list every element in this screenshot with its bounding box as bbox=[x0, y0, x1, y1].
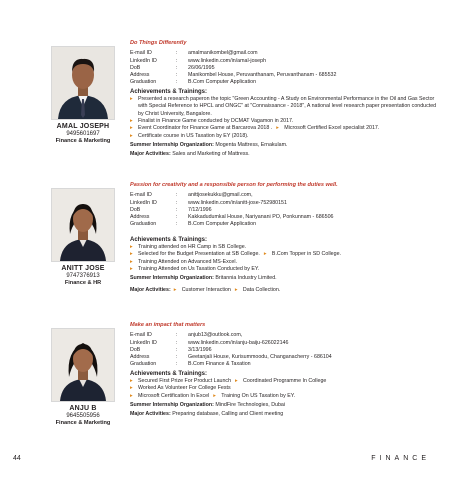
separator: : bbox=[176, 206, 178, 213]
dob-label: DoB bbox=[130, 346, 141, 353]
email-row bbox=[130, 192, 440, 199]
separator: : bbox=[176, 346, 178, 353]
profile-details bbox=[130, 40, 440, 158]
dob-value: 7/12/1996 bbox=[188, 206, 212, 213]
separator: : bbox=[176, 221, 178, 228]
major-activities-label: Major Activities: bbox=[130, 286, 171, 293]
phone-number: 9645505956 bbox=[66, 413, 100, 419]
achievement-item: ▸ B.Com Topper in SD College. bbox=[263, 251, 341, 258]
internship-value: Mogenta Mattress, Ernakulam. bbox=[215, 141, 288, 148]
address-value: Manikombel House, Peruvanthanam, Peruvanthanam - 685532 bbox=[188, 72, 337, 79]
department: Finance & HR bbox=[64, 280, 102, 286]
graduation-value: B.Com Computer Application bbox=[188, 79, 257, 86]
achievement-item: ▸ Training Attended on Advanced MS-Excel. bbox=[130, 258, 238, 265]
linkedin-row bbox=[130, 58, 440, 65]
linkedin-value: www.linkedin.com/in/amal-joseph bbox=[188, 57, 267, 64]
arrow-bullet-icon: ▸ bbox=[213, 392, 216, 399]
major-activities-label: Major Activities: bbox=[130, 151, 171, 158]
internship-value: Britannia Industry Limited. bbox=[215, 275, 277, 282]
profile-details bbox=[130, 322, 440, 419]
arrow-bullet-icon: ▸ bbox=[130, 132, 133, 139]
internship-line bbox=[130, 275, 440, 282]
profile-photo bbox=[51, 188, 115, 262]
tagline: Do Things Differently bbox=[130, 40, 187, 46]
phone-number: 9747376913 bbox=[66, 273, 100, 279]
separator: : bbox=[176, 79, 178, 86]
separator: : bbox=[176, 339, 178, 346]
email-row bbox=[130, 50, 440, 57]
graduation-value: B.Com Finance & Taxation bbox=[188, 361, 251, 368]
arrow-bullet-icon: ▸ bbox=[130, 385, 133, 392]
separator: : bbox=[176, 57, 178, 64]
linkedin-label: LinkedIn ID bbox=[130, 199, 157, 206]
student-name: ANITT JOSE bbox=[61, 265, 105, 272]
arrow-bullet-icon: ▸ bbox=[130, 378, 133, 385]
arrow-bullet-icon: ▸ bbox=[130, 117, 133, 124]
email-value: anjub13@outlook.com, bbox=[188, 332, 243, 339]
profile-identity bbox=[48, 46, 118, 145]
arrow-bullet-icon: ▸ bbox=[235, 378, 238, 385]
internship-line bbox=[130, 142, 440, 149]
major-activities-line bbox=[130, 151, 440, 158]
achievements-heading: Achievements & Trainings: bbox=[130, 370, 208, 377]
email-label: E-mail ID bbox=[130, 192, 152, 199]
arrow-bullet-icon: ▸ bbox=[130, 125, 133, 132]
email-label: E-mail ID bbox=[130, 50, 152, 57]
arrow-bullet-icon: ▸ bbox=[234, 286, 238, 293]
section-name: FINANCE bbox=[371, 455, 430, 462]
major-activities-value: Preparing database, Calling and Client meeting bbox=[172, 411, 284, 418]
internship-label: Summer Internship Organization: bbox=[130, 141, 214, 148]
separator: : bbox=[176, 192, 178, 199]
achievement-item: ▸ Worked As Volunteer For College Fests bbox=[130, 385, 231, 392]
separator: : bbox=[176, 72, 178, 79]
address-row bbox=[130, 214, 440, 221]
achievement-row bbox=[130, 125, 440, 132]
major-activities-label: Major Activities: bbox=[130, 411, 171, 418]
student-name: AMAL JOSEPH bbox=[56, 123, 110, 130]
internship-label: Summer Internship Organization: bbox=[130, 275, 214, 282]
separator: : bbox=[176, 361, 178, 368]
arrow-bullet-icon: ▸ bbox=[130, 392, 133, 399]
achievement-item: ▸ Selected for the Budget Presentation at SB College. bbox=[130, 251, 260, 258]
phone-number: 9495601697 bbox=[66, 131, 100, 137]
major-activities-line bbox=[130, 287, 440, 294]
page-number: 44 bbox=[13, 455, 21, 462]
achievement-item: ▸ Training attended on HR Camp in SB College. bbox=[130, 244, 247, 251]
graduation-value: B.Com Computer Application bbox=[188, 221, 257, 228]
graduation-label: Graduation bbox=[130, 79, 157, 86]
major-activity-item: ▸ Data Collection. bbox=[234, 286, 281, 293]
internship-line bbox=[130, 402, 440, 409]
arrow-bullet-icon: ▸ bbox=[173, 286, 177, 293]
arrow-bullet-icon: ▸ bbox=[276, 125, 279, 132]
tagline: Passion for creativity and a responsible person for performing the duties well. bbox=[130, 182, 338, 188]
achievements-heading: Achievements & Trainings: bbox=[130, 236, 208, 243]
profile-photo bbox=[51, 46, 115, 120]
achievements-heading: Achievements & Trainings: bbox=[130, 88, 208, 95]
tagline: Make an impact that matters bbox=[130, 322, 206, 328]
achievement-item: ▸ Certificate course in US Taxation by EY (2018). bbox=[130, 132, 249, 139]
linkedin-row bbox=[130, 340, 440, 347]
separator: : bbox=[176, 332, 178, 339]
achievement-item: ▸ Coordinated Programme In College bbox=[235, 378, 327, 385]
separator: : bbox=[176, 50, 178, 57]
major-activities-value: Sales and Marketing of Mattress. bbox=[172, 151, 250, 158]
address-row bbox=[130, 72, 440, 79]
address-row bbox=[130, 354, 440, 361]
major-activities-line bbox=[130, 411, 440, 418]
separator: : bbox=[176, 199, 178, 206]
profile-details bbox=[130, 182, 440, 294]
linkedin-value: www.linkedin.com/in/anitt-jose-752980151 bbox=[188, 199, 287, 206]
dob-value: 3/13/1996 bbox=[188, 346, 212, 353]
linkedin-value: www.linkedin.com/in/anju-baiju-626022146 bbox=[188, 339, 289, 346]
internship-label: Summer Internship Organization: bbox=[130, 401, 214, 408]
address-value: Geetanjali House, Kurisummoodu, Changanacherry - 686104 bbox=[188, 354, 332, 361]
achievement-item: ▸ Event Coordinator for Finance Game at Barcarova 2018 . bbox=[130, 125, 273, 132]
achievement-row bbox=[130, 251, 440, 258]
separator: : bbox=[176, 64, 178, 71]
profile-identity bbox=[48, 328, 118, 427]
address-label: Address bbox=[130, 354, 150, 361]
achievement-item: ▸ Presented a research paperon the topic "Green Accounting - A Study on Environmental Performance in the Oil and Gas Sector with Special Reference to HPCL and ONGC" at "Connaissance - 2018", A national level research paper presentation conducted by Christ University, Bangalore. bbox=[130, 96, 437, 117]
achievement-item: ▸ Microsoft Certified Excel specialist 2017. bbox=[276, 125, 380, 132]
dob-label: DoB bbox=[130, 64, 141, 71]
department: Finance & Marketing bbox=[55, 138, 111, 144]
linkedin-row bbox=[130, 200, 440, 207]
dob-value: 26/06/1995 bbox=[188, 64, 215, 71]
email-row bbox=[130, 332, 440, 339]
dob-label: DoB bbox=[130, 206, 141, 213]
achievement-item: ▸ Microsoft Certification In Excel bbox=[130, 392, 210, 399]
email-value: anittjosekukku@gmail.com, bbox=[188, 192, 253, 199]
arrow-bullet-icon: ▸ bbox=[130, 251, 133, 258]
linkedin-label: LinkedIn ID bbox=[130, 57, 157, 64]
linkedin-label: LinkedIn ID bbox=[130, 339, 157, 346]
address-value: Kakkadudumkal House, Nariyanani PO, Ponkunnam - 686506 bbox=[188, 214, 334, 221]
profile-photo bbox=[51, 328, 115, 402]
graduation-row bbox=[130, 361, 440, 368]
achievement-item: ▸ Training On US Taxation by EY. bbox=[213, 392, 296, 399]
separator: : bbox=[176, 354, 178, 361]
address-label: Address bbox=[130, 214, 150, 221]
dob-row bbox=[130, 65, 440, 72]
internship-value: MindFire Technologies, Dubai bbox=[215, 401, 286, 408]
student-name: ANJU B bbox=[69, 405, 97, 412]
address-label: Address bbox=[130, 72, 150, 79]
arrow-bullet-icon: ▸ bbox=[130, 96, 133, 103]
graduation-label: Graduation bbox=[130, 221, 157, 228]
department: Finance & Marketing bbox=[55, 420, 111, 426]
arrow-bullet-icon: ▸ bbox=[130, 265, 133, 272]
achievement-item: ▸ Secured First Prize For Product Launch bbox=[130, 378, 232, 385]
separator: : bbox=[176, 214, 178, 221]
arrow-bullet-icon: ▸ bbox=[130, 244, 133, 251]
graduation-row bbox=[130, 221, 440, 228]
achievement-item: ▸ Training Attended on Us Taxation Conducted by EY. bbox=[130, 265, 260, 272]
achievement-row bbox=[130, 378, 440, 385]
arrow-bullet-icon: ▸ bbox=[263, 251, 267, 258]
email-value: amalmanikombel@gmail.com bbox=[188, 50, 258, 57]
profile-identity bbox=[48, 188, 118, 287]
dob-row bbox=[130, 207, 440, 214]
arrow-bullet-icon: ▸ bbox=[130, 258, 133, 265]
graduation-row bbox=[130, 79, 440, 86]
major-activity-item: ▸ Customer Interaction bbox=[173, 286, 231, 293]
achievement-row bbox=[130, 393, 440, 400]
dob-row bbox=[130, 347, 440, 354]
achievement-item: ▸ Finalist in Finance Game conducted by DCMAT Vagamon in 2017. bbox=[130, 117, 294, 124]
email-label: E-mail ID bbox=[130, 332, 152, 339]
graduation-label: Graduation bbox=[130, 361, 157, 368]
